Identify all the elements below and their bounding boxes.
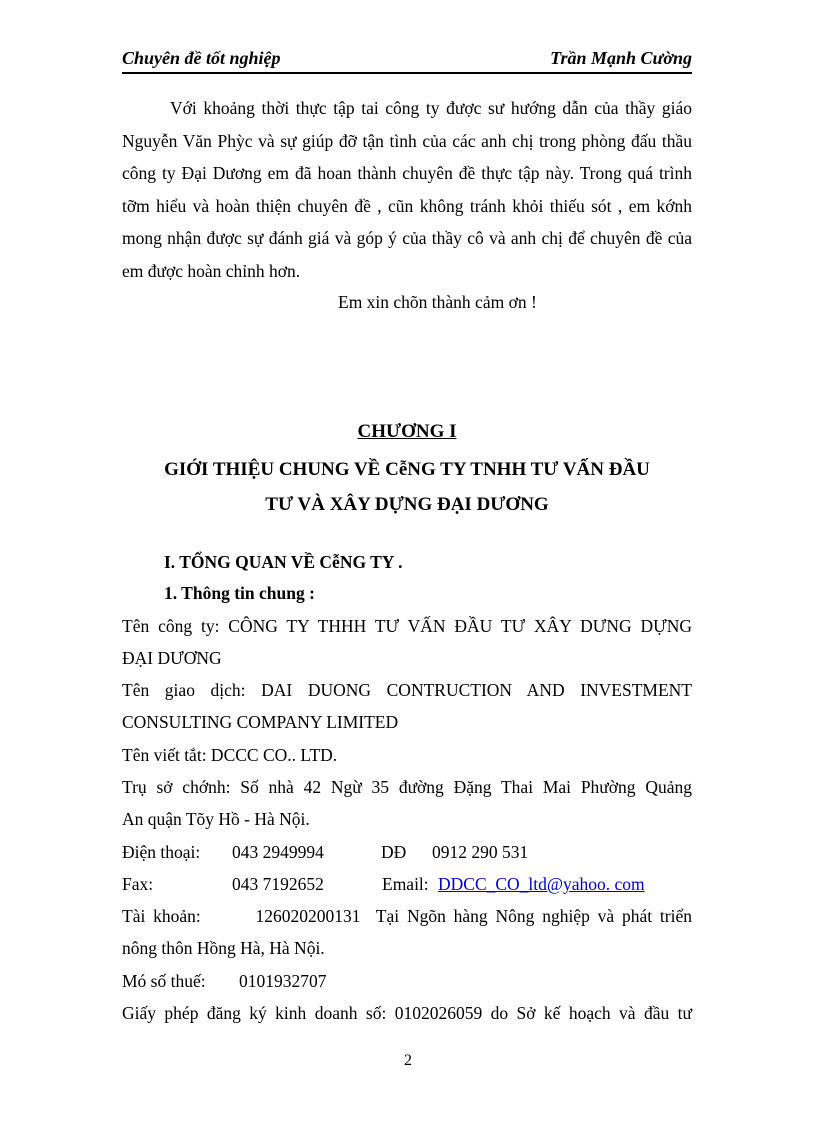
chapter-number-text: CHƯƠNG I: [357, 421, 457, 442]
header-left-title: Chuyên đề tốt nghiệp: [122, 48, 281, 68]
header-author: Trần Mạnh Cường: [550, 48, 692, 68]
thanks-line: Em xin chõn thành cảm ơn !: [338, 292, 537, 312]
subsection-heading: 1. Thông tin chung :: [164, 583, 315, 603]
chapter-title: [122, 452, 692, 522]
fax-value: 043 7192652: [232, 874, 324, 894]
email-label: Email:: [382, 874, 429, 894]
company-name-line2: ĐẠI DƯƠNG: [122, 648, 222, 668]
tax-value: 0101932707: [239, 971, 327, 991]
intro-paragraph: [122, 92, 692, 287]
intro-text: Với khoảng thời thực tập tai công ty được sư hướng dẫn của thầy giáo Nguyễn Văn Phỳc và sự giúp đỡ tận tình của các anh chị trong phòng đấu thầu công ty Đại Dương em đã hoan thành chuyên đề thực tập này. Trong quá trình tỡm hiểu và hoàn thiện chuyên đề , cũn không tránh khỏi thiếu sót , em kớnh mong nhận được sự đánh giá và góp ý của thầy cô và anh chị để chuyên đề của em được hoàn chỉnh hơn.: [122, 98, 692, 281]
mobile-value: 0912 290 531: [432, 842, 529, 862]
account-line2: nông thôn Hồng Hà, Hà Nội.: [122, 938, 325, 958]
chapter-title-line1: GIỚI THIỆU CHUNG VỀ CễNG TY TNHH TƯ VẤN ĐẦU: [164, 459, 650, 480]
email-link[interactable]: DDCC_CO_ltd@yahoo. com: [438, 874, 645, 894]
trade-name-line1: Tên giao dịch: DAI DUONG CONTRUCTION AND INVESTMENT: [122, 680, 692, 700]
phone-row: [122, 836, 692, 868]
page-number: 2: [404, 1052, 412, 1069]
abbreviation: Tên viết tắt: DCCC CO.. LTD.: [122, 745, 338, 765]
fax-row: [122, 868, 692, 900]
office-line1: Trụ sở chớnh: Số nhà 42 Ngừ 35 đường Đặng Thai Mai Phường Quảng: [122, 777, 692, 797]
phone-value: 043 2949994: [232, 842, 324, 862]
trade-name-line2: CONSULTING COMPANY LIMITED: [122, 712, 399, 732]
office-line2: An quận Tõy Hồ - Hà Nội.: [122, 809, 310, 829]
mobile-label: DĐ: [381, 842, 407, 862]
tax-row: [122, 965, 692, 997]
tax-label: Mó số thuế:: [122, 971, 206, 991]
company-name-line1: Tên công ty: CÔNG TY THHH TƯ VẤN ĐẦU TƯ XÂY DƯNG DỰNG: [122, 616, 692, 636]
account-line1: Tài khoản: 126020200131 Tại Ngõn hàng Nông nghiệp và phát triển: [122, 906, 692, 926]
chapter-number: [122, 418, 692, 446]
phone-label: Điện thoại:: [122, 842, 201, 862]
page-header: [122, 48, 692, 74]
section-heading: I. TỔNG QUAN VỀ CễNG TY .: [164, 552, 403, 572]
fax-label: Fax:: [122, 874, 154, 894]
chapter-title-line2: TƯ VÀ XÂY DỰNG ĐẠI DƯƠNG: [265, 494, 549, 515]
license-line: Giấy phép đăng ký kinh doanh số: 0102026059 do Sở kế hoạch và đầu tư: [122, 1003, 692, 1023]
